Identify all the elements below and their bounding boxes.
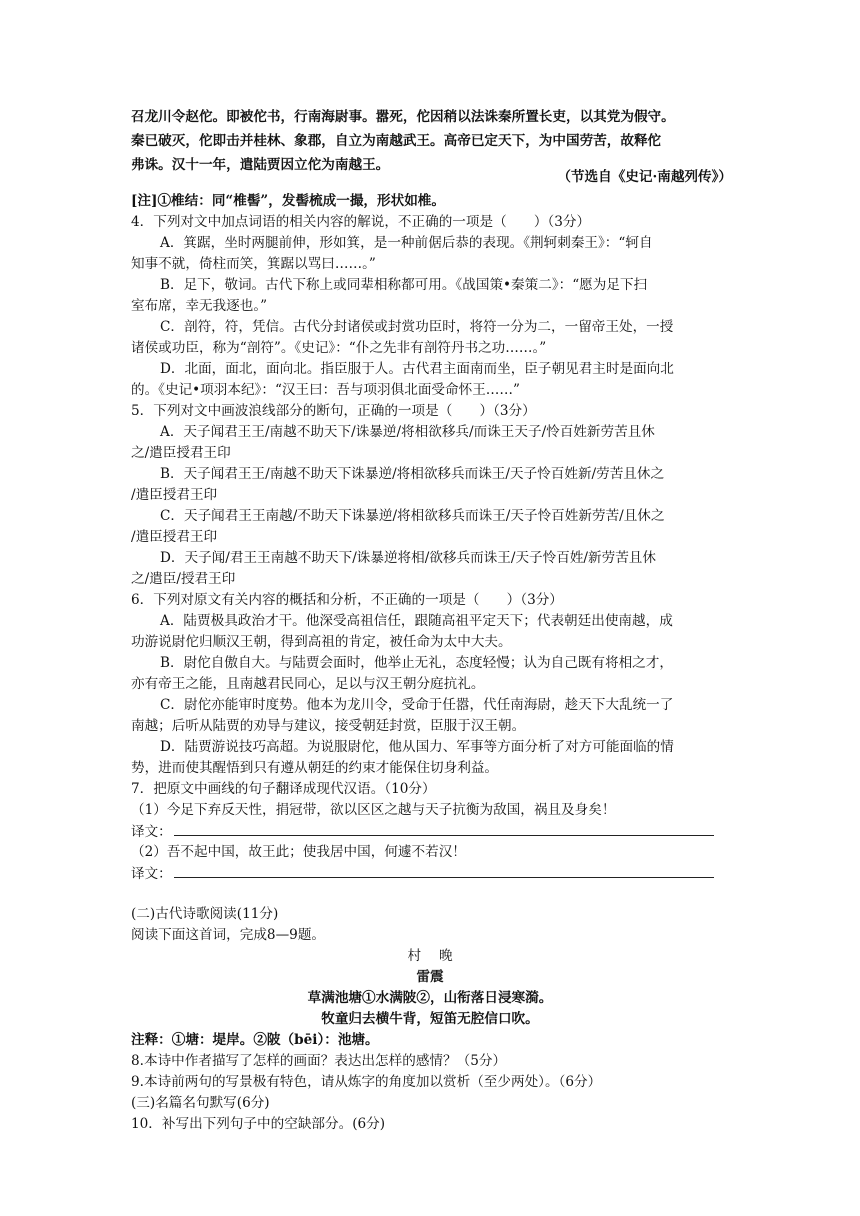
- poem-line: 牧童归去横牛背，短笛无腔信口吹。: [321, 1011, 539, 1027]
- q5-option-d-cont: 之/遣臣/授君王印: [131, 571, 236, 587]
- q5-option-a-cont: 之/遣臣授君王印: [131, 445, 231, 461]
- q5-option-b: B．天子闻君王王/南越不助天下诛暴逆/将相欲移兵而诛王/天子怜百姓新/劳苦且休之: [160, 466, 665, 482]
- passage-note: [注]①椎结：同“椎髻”，发髻梳成一撮，形状如椎。: [131, 193, 445, 209]
- q5-option-b-cont: /遣臣授君王印: [131, 487, 218, 503]
- q6-option-b: B．尉佗自傲自大。与陆贾会面时，他举止无礼，态度轻慢；认为自己既有将相之才，: [160, 655, 673, 671]
- q5-option-c-cont: /遣臣授君王印: [131, 529, 218, 545]
- section-2-instructions: 阅读下面这首词，完成8—9题。: [131, 927, 326, 943]
- q7-sentence-2: （2）吾不起中国，故王此；使我居中国，何遽不若汉！: [131, 844, 466, 860]
- q7-sentence-1: （1）今足下弃反天性，捐冠带，欲以区区之越与天子抗衡为敌国，祸且及身矣！: [131, 802, 616, 818]
- q9: 9.本诗前两句的写景极有特色，请从炼字的角度加以赏析（至少两处）。（6分）: [131, 1074, 602, 1090]
- poem-title: 村 晚: [407, 948, 453, 964]
- passage-line: 弗诛。汉十一年，遣陆贾因立佗为南越王。: [131, 157, 390, 173]
- section-3-title: (三)名篇名句默写(6分): [131, 1095, 270, 1111]
- q5-option-d: D．天子闻/君王王南越不助天下/诛暴逆将相/欲移兵而诛王/天子怜百姓/新劳苦且休: [160, 550, 656, 566]
- q4-option-b: B．足下，敬词。古代下称上或同辈相称都可用。《战国策•秦策二》：“愿为足下扫: [160, 277, 648, 293]
- q6-option-a-cont: 功游说尉佗归顺汉王朝，得到高祖的肯定，被任命为太中大夫。: [131, 634, 512, 650]
- q4-option-a-cont: 知事不就，倚柱而笑，箕踞以骂曰……。”: [131, 256, 376, 272]
- q6-option-d-cont: 势，进而使其醒悟到只有遵从朝廷的约束才能保住切身利益。: [131, 760, 499, 776]
- q4-option-b-cont: 室布席，幸无我逐也。”: [131, 298, 268, 314]
- q5-option-c: C．天子闻君王王南越/不助天下诛暴逆/将相欲移兵而诛王/天子怜百姓新劳苦/且休之: [160, 508, 665, 524]
- q6-option-d: D．陆贾游说技巧高超。为说服尉佗，他从国力、军事等方面分析了对方可能面临的情: [160, 739, 674, 755]
- poem-note: 注释：①塘：堤岸。②陂（bēi）：池塘。: [131, 1032, 379, 1048]
- q7-answer-2: [131, 863, 731, 884]
- q10: 10．补写出下列句子中的空缺部分。(6分): [131, 1116, 386, 1132]
- q4-option-d-cont: 的。《史记•项羽本纪》：“汉王曰：吾与项羽俱北面受命怀王……”: [131, 382, 520, 398]
- answer-blank[interactable]: [174, 821, 714, 836]
- section-2-title: (二)古代诗歌阅读(11分): [131, 906, 279, 922]
- passage-line: 秦已破灭，佗即击并桂林、象郡，自立为南越武王。高帝已定天下，为中国劳苦，故释佗: [131, 133, 662, 149]
- poem-author: 雷震: [416, 969, 444, 985]
- passage-line: 召龙川令赵佗。即被佗书，行南海尉事。嚣死，佗因稍以法诛秦所置长吏，以其党为假守。: [131, 109, 675, 125]
- q6-option-c: C．尉佗亦能审时度势。他本为龙川令，受命于任嚣，代任南海尉，趁天下大乱统一了: [160, 697, 674, 713]
- passage-source: （节选自《史记·南越列传》）: [557, 169, 732, 185]
- answer-label: 译文：: [131, 824, 172, 840]
- q7-stem: 7．把原文中画线的句子翻译成现代汉语。（10分）: [131, 781, 436, 797]
- answer-label: 译文：: [131, 866, 172, 882]
- poem-line: 草满池塘①水满陂②，山衔落日浸寒漪。: [307, 990, 553, 1006]
- q7-answer-1: [131, 821, 731, 842]
- q5-stem: 5．下列对文中画波浪线部分的断句，正确的一项是（ ）（3分）: [131, 403, 536, 419]
- q4-option-a: A．箕踞，坐时两腿前伸，形如箕，是一种前倨后恭的表现。《荆轲刺秦王》：“轲自: [160, 235, 653, 251]
- q5-option-a: A．天子闻君王王/南越不助天下/诛暴逆/将相欲移兵/而诛王天子/怜百姓新劳苦且休: [160, 424, 655, 440]
- q6-option-a: A．陆贾极具政治才干。他深受高祖信任，跟随高祖平定天下；代表朝廷出使南越，成: [160, 613, 673, 629]
- q6-stem: 6．下列对原文有关内容的概括和分析，不正确的一项是（ ）（3分）: [131, 592, 563, 608]
- q4-option-c-cont: 诸侯或功臣，称为“剖符”。《史记》：“仆之先非有剖符丹书之功……。”: [131, 340, 547, 356]
- q8: 8.本诗中作者描写了怎样的画面？表达出怎样的感情？（5分）: [131, 1053, 507, 1069]
- q4-stem: 4．下列对文中加点词语的相关内容的解说，不正确的一项是（ ）（3分）: [131, 214, 591, 230]
- q6-option-c-cont: 南越；后听从陆贾的劝导与建议，接受朝廷封赏，臣服于汉王朝。: [131, 718, 526, 734]
- q4-option-c: C．剖符，符，凭信。古代分封诸侯或封赏功臣时，将符一分为二，一留帝王处，一授: [160, 319, 674, 335]
- q6-option-b-cont: 亦有帝王之能，且南越君民同心，足以与汉王朝分庭抗礼。: [131, 676, 485, 692]
- answer-blank[interactable]: [174, 863, 714, 878]
- q4-option-d: D．北面，面北，面向北。指臣服于人。古代君主面南而坐，臣子朝见君主时是面向北: [160, 361, 674, 377]
